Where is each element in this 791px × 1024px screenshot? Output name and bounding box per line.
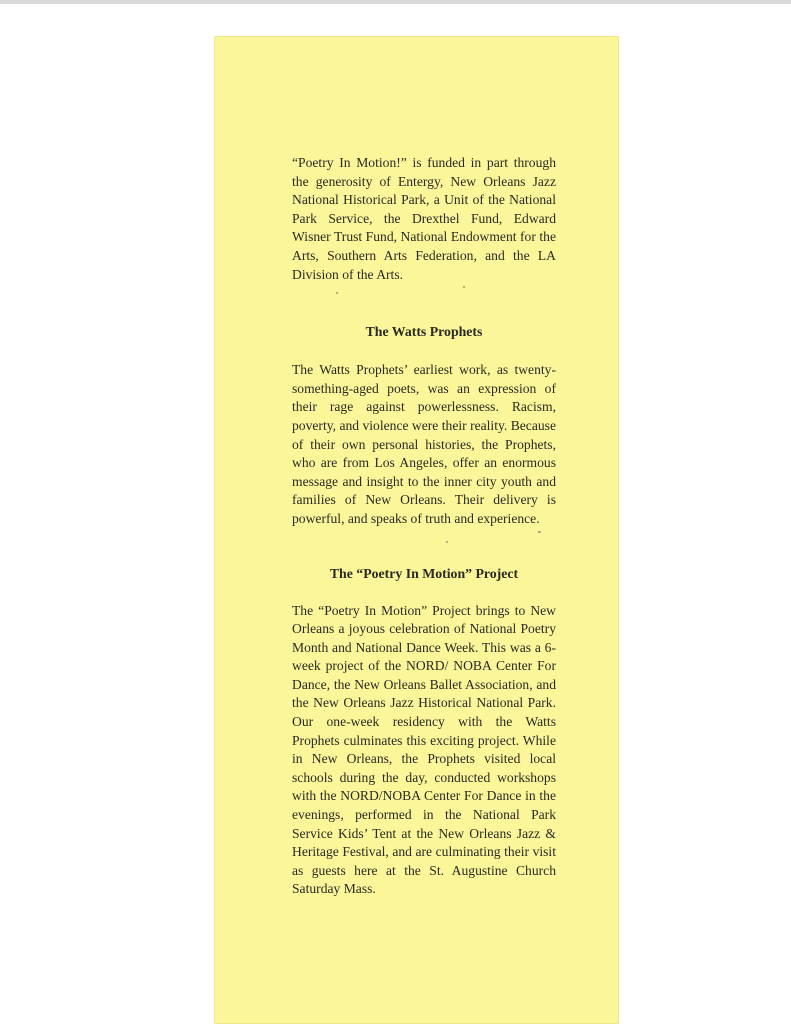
scanner-edge (0, 0, 791, 4)
page-content (292, 154, 556, 899)
poetry-in-motion-paragraph: The “Poetry In Motion” Project brings to New Orleans a joyous celebration of National Poetry Month and National Dance Week. This was a 6-week project of the NORD/ NOBA Center For Dance, the New Orleans Ballet Association, and the New Orleans Jazz Historical National Park. Our one-week residency with the Watts Prophets culminates this exciting project. While in New Orleans, the Prophets visited local schools during the day, conducted workshops with the NORD/NOBA Center For Dance in the evenings, performed in the National Park Service Kids’ Tent at the New Orleans Jazz & Heritage Festival, and are culminating their visit as guests here at the St. Augustine Church Saturday Mass. (292, 602, 556, 897)
scan-speck (336, 292, 338, 294)
section-heading-poetry-in-motion: The “Poetry In Motion” Project (329, 565, 519, 581)
funding-paragraph: “Poetry In Motion!” is funded in part through the generosity of Entergy, New Orleans Jazz National Historical Park, a Unit of the National Park Service, the Drexthel Fund, Edward Wisner Trust Fund, National Endowment for the Arts, Southern Arts Federation, and the LA Division of the Arts. (292, 155, 556, 282)
scan-speck (463, 286, 465, 288)
watts-prophets-paragraph: The Watts Prophets’ earliest work, as twenty-something-aged poets, was an expression of their rage against powerlessness. Racism, poverty, and violence were their reality. Because of their own personal histories, the Prophets, who are from Los Angeles, offer an enormous message and insight to the inner city youth and families of New Orleans. Their delivery is powerful, and speaks of truth and experience. (292, 362, 556, 526)
section-heading-watts-prophets: The Watts Prophets (365, 324, 483, 340)
scan-speck (446, 541, 448, 543)
scan-speck (538, 531, 541, 533)
program-insert-page (214, 36, 619, 1024)
